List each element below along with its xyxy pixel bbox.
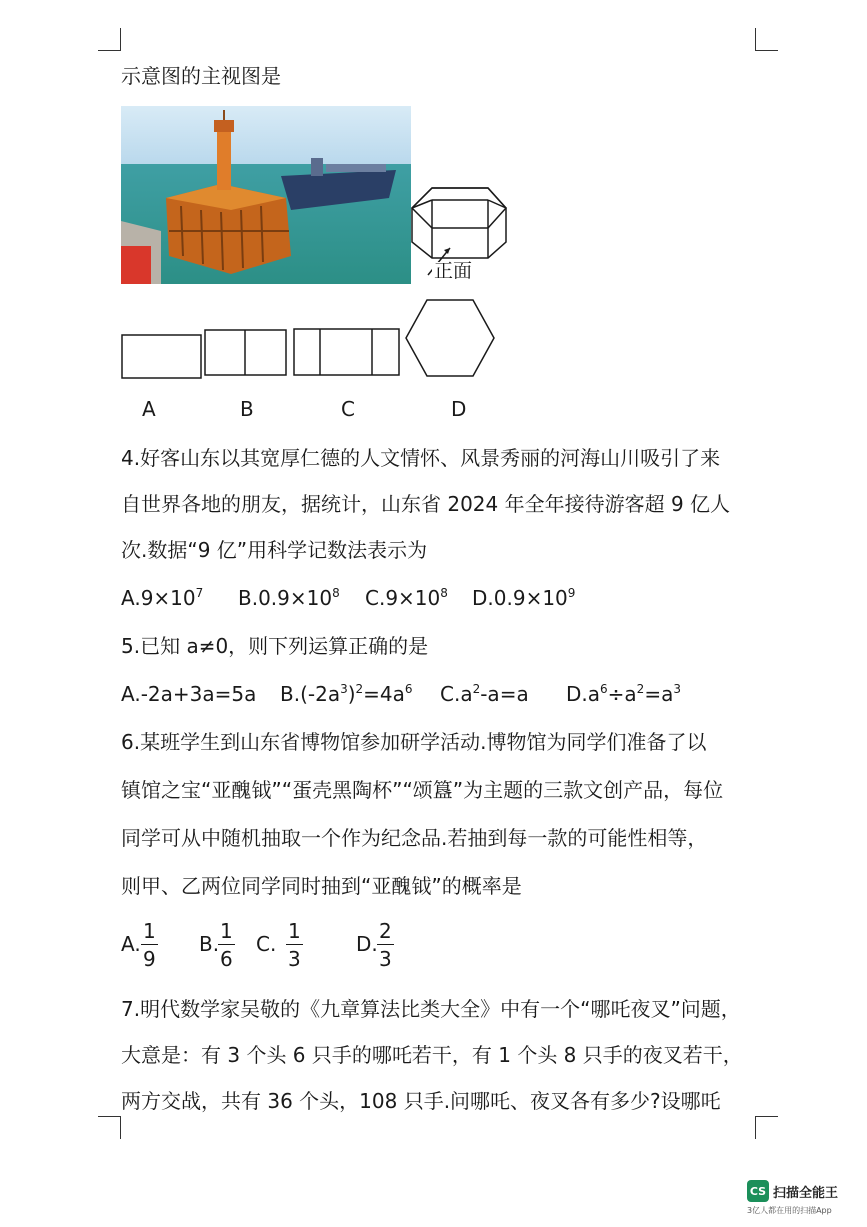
option-c-label: C — [341, 397, 355, 421]
q5-option-b: $B.(-2a^3)^2=4a^6$ — [280, 682, 413, 706]
q7-line-1: 7.明代数学家吴敬的《九章算法比类大全》中有一个“哪吒夜叉”问题， — [121, 997, 741, 1021]
corner-mark-top-left — [98, 28, 121, 51]
option-d-label: D — [451, 397, 467, 421]
q4-option-d: $D.0.9\times 10^9$ — [472, 586, 576, 610]
q3-stem: 示意图的主视图是 — [121, 64, 281, 88]
corner-mark-bottom-right — [755, 1116, 778, 1139]
option-a-figure — [121, 334, 203, 384]
q6-option-b-label: B. — [199, 932, 220, 956]
q6-line-3: 同学可从中随机抽取一个作为纪念品.若抽到每一款的可能性相等， — [121, 826, 708, 850]
q6-option-a-label: A. — [121, 932, 141, 956]
q5-stem: 5.已知 a≠0，则下列运算正确的是 — [121, 634, 429, 658]
q6-option-a-fraction: $\frac{1}{9}$ — [143, 919, 156, 971]
q5-option-c: $C.a^2-a=a$ — [440, 682, 529, 706]
scanner-watermark — [747, 1180, 838, 1202]
option-b-label: B — [240, 397, 254, 421]
corner-mark-bottom-left — [98, 1116, 121, 1139]
option-b-figure — [204, 329, 288, 381]
q6-line-2: 镇馆之宝“亚醜钺”“蛋壳黑陶杯”“颂簋”为主题的三款文创产品，每位 — [121, 778, 724, 802]
scanner-app-name: 扫描全能王 — [773, 1185, 839, 1201]
q6-line-4: 则甲、乙两位同学同时抽到“亚醜钺”的概率是 — [121, 874, 522, 898]
q6-option-c-label: C. — [256, 932, 277, 956]
q4-option-b: $B.0.9\times 10^8$ — [238, 586, 340, 610]
q4-line-2: 自世界各地的朋友，据统计，山东省 2024 年全年接待游客超 9 亿人 — [121, 492, 731, 516]
q7-line-3: 两方交战，共有 36 个头，108 只手.问哪吒、夜叉各有多少?设哪吒 — [121, 1089, 721, 1113]
platform-photo — [121, 106, 411, 284]
scanner-tagline: 3亿人都在用的扫描App — [747, 1206, 832, 1215]
q6-option-c-fraction: $\frac{1}{3}$ — [288, 919, 301, 971]
q4-line-3: 次.数据“9 亿”用科学记数法表示为 — [121, 538, 428, 562]
q4-line-1: 4.好客山东以其宽厚仁德的人文情怀、风景秀丽的河海山川吸引了来 — [121, 446, 721, 470]
corner-mark-top-right — [755, 28, 778, 51]
q7-line-2: 大意是：有 3 个头 6 只手的哪吒若干，有 1 个头 8 只手的夜叉若干， — [121, 1043, 743, 1067]
option-c-figure — [293, 328, 401, 381]
q4-option-c: $C.9\times 10^8$ — [365, 586, 448, 610]
q5-option-a: A.-2a+3a=5a — [121, 682, 257, 706]
scanner-logo-icon: CS — [747, 1180, 769, 1202]
q6-option-d-fraction: $\frac{2}{3}$ — [379, 919, 392, 971]
option-a-label: A — [142, 397, 156, 421]
q6-option-d-label: D. — [356, 932, 378, 956]
q6-line-1: 6.某班学生到山东省博物馆参加研学活动.博物馆为同学们准备了以 — [121, 730, 707, 754]
q6-option-b-fraction: $\frac{1}{6}$ — [220, 919, 233, 971]
q4-option-a: $A.9\times 10^7$ — [121, 586, 204, 610]
front-view-caption: 正面 — [434, 260, 473, 282]
q5-option-d: $D.a^6\div a^2=a^3$ — [566, 682, 681, 706]
option-d-figure — [404, 298, 496, 382]
